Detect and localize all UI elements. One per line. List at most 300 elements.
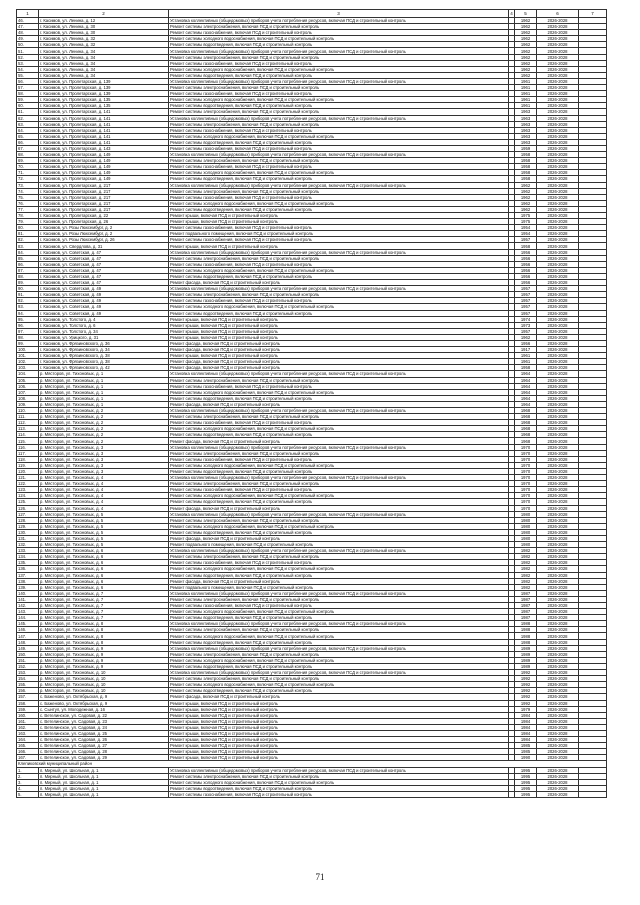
address-cell: г. Касимов, ул. Фрязиновского, д. 36	[39, 340, 169, 346]
row-number: 105.	[17, 377, 39, 383]
address-cell: с. Ветелинское, ул. Садовая, д. 29	[39, 755, 169, 761]
work-type-cell: Ремонт системы электроснабжения, включая ПСД и строительный контроль	[169, 627, 509, 633]
row-number: 136.	[17, 566, 39, 572]
row-number: 111.	[17, 414, 39, 420]
work-type-cell: Ремонт системы холодного водоснабжения, включая ПСД и строительный контроль	[169, 566, 509, 572]
address-cell: г. Касимов, ул. Советская, д. 47	[39, 261, 169, 267]
period-cell: 2026-2028	[537, 432, 579, 438]
year-cell: 1988	[515, 633, 537, 639]
period-cell: 2026-2028	[537, 267, 579, 273]
work-type-cell: Ремонт системы водоотведения, включая ПСД и строительный контроль	[169, 72, 509, 78]
year-cell: 1995	[515, 773, 537, 779]
address-cell: г. Касимов, ул. Свердлова, д. 31	[39, 243, 169, 249]
work-type-cell: Ремонт системы холодного водоснабжения, включая ПСД и строительный контроль	[169, 66, 509, 72]
period-cell: 2026-2028	[537, 176, 579, 182]
row-number: 158.	[17, 700, 39, 706]
period-cell: 2026-2028	[537, 377, 579, 383]
work-type-cell: Ремонт системы водоотведения, включая ПСД и строительный контроль	[169, 42, 509, 48]
row-number: 74.	[17, 188, 39, 194]
work-type-cell: Ремонт системы холодного водоснабжения, включая ПСД и строительный контроль	[169, 682, 509, 688]
row-number: 97.	[17, 328, 39, 334]
row-number: 137.	[17, 572, 39, 578]
period-cell: 2026-2028	[537, 730, 579, 736]
row-number: 162.	[17, 724, 39, 730]
address-cell: п. Мирный, ул. Школьная, д. 1	[39, 791, 169, 797]
year-cell: 1958	[515, 152, 537, 158]
period-cell: 2026-2028	[537, 182, 579, 188]
address-cell: г. Касимов, ул. Пролетарская, д. 139	[39, 91, 169, 97]
work-type-cell: Ремонт системы газоснабжения, включая ПСД и строительный контроль	[169, 560, 509, 566]
row-number: 81.	[17, 231, 39, 237]
address-cell: р. Мясторов, ул. Тихоновых, д. 1	[39, 395, 169, 401]
row-number: 138.	[17, 578, 39, 584]
year-cell: 1979	[515, 706, 537, 712]
row-number: 166.	[17, 749, 39, 755]
address-cell: р. Мясторов, ул. Тихоновых, д. 8	[39, 639, 169, 645]
period-cell: 2026-2028	[537, 627, 579, 633]
row-number: 50.	[17, 42, 39, 48]
year-cell: 1980	[515, 517, 537, 523]
row-number: 135.	[17, 560, 39, 566]
year-cell: 1970	[515, 468, 537, 474]
work-type-cell: Установка коллективных (общедомовых) приборов учета потребления ресурсов, включая ПСД и строительный контроль	[169, 249, 509, 255]
period-cell: 2026-2028	[537, 255, 579, 261]
period-cell: 2026-2028	[537, 468, 579, 474]
row-number: 60.	[17, 103, 39, 109]
address-cell: р. Мясторов, ул. Тихоновых, д. 7	[39, 596, 169, 602]
period-cell: 2026-2028	[537, 66, 579, 72]
address-cell: р. Мясторов, ул. Тихоновых, д. 5	[39, 535, 169, 541]
period-cell: 2026-2028	[537, 85, 579, 91]
period-cell: 2026-2028	[537, 450, 579, 456]
year-cell: 1975	[515, 213, 537, 219]
work-type-cell: Ремонт системы холодного водоснабжения, включая ПСД и строительный контроль	[169, 462, 509, 468]
work-type-cell: Ремонт системы холодного водоснабжения, включая ПСД и строительный контроль	[169, 426, 509, 432]
work-type-cell: Ремонт системы холодного водоснабжения, включая ПСД и строительный контроль	[169, 389, 509, 395]
row-number: 73.	[17, 182, 39, 188]
row-number: 101.	[17, 353, 39, 359]
row-number: 68.	[17, 152, 39, 158]
row-number: 84.	[17, 249, 39, 255]
address-cell: г. Касимов, ул. Ленина, д. 34	[39, 54, 169, 60]
address-cell: р. Мясторов, ул. Тихоновых, д. 6	[39, 584, 169, 590]
work-type-cell: Ремонт системы водоотведения, включая ПСД и строительный контроль	[169, 688, 509, 694]
address-cell: г. Касимов, ул. Толстого, д. 4	[39, 316, 169, 322]
work-type-cell: Ремонт системы газоснабжения, включая ПСД и строительный контроль	[169, 127, 509, 133]
year-cell: 1963	[515, 109, 537, 115]
address-cell: р. Мясторов, ул. Тихоновых, д. 8	[39, 621, 169, 627]
row-number: 127.	[17, 511, 39, 517]
year-cell: 1982	[515, 566, 537, 572]
year-cell: 1988	[515, 639, 537, 645]
period-cell: 2026-2028	[537, 694, 579, 700]
row-number: 70.	[17, 164, 39, 170]
address-cell: р. Мясторов, ул. Тихоновых, д. 9	[39, 651, 169, 657]
period-cell: 2026-2028	[537, 164, 579, 170]
year-cell: 1961	[515, 97, 537, 103]
work-type-cell: Ремонт системы электроснабжения, включая ПСД и строительный контроль	[169, 517, 509, 523]
row-number: 83.	[17, 243, 39, 249]
year-cell: 1992	[515, 688, 537, 694]
work-type-cell: Установка коллективных (общедомовых) приборов учета потребления ресурсов, включая ПСД и строительный контроль	[169, 475, 509, 481]
year-cell: 1995	[515, 767, 537, 773]
address-cell: р. Мясторов, ул. Тихоновых, д. 6	[39, 572, 169, 578]
year-cell: 1957	[515, 237, 537, 243]
work-type-cell: Ремонт системы газоснабжения, включая ПСД и строительный контроль	[169, 420, 509, 426]
period-cell: 2026-2028	[537, 785, 579, 791]
work-type-cell: Ремонт системы электроснабжения, включая ПСД и строительный контроль	[169, 292, 509, 298]
period-cell: 2026-2028	[537, 590, 579, 596]
address-cell: г. Касимов, ул. Пролетарская, д. 139	[39, 78, 169, 84]
address-cell: г. Касимов, ул. Пролетарская, д. 149	[39, 158, 169, 164]
work-type-cell: Ремонт системы электроснабжения, включая ПСД и строительный контроль	[169, 255, 509, 261]
work-type-cell: Ремонт системы холодного водоснабжения, включая ПСД и строительный контроль	[169, 97, 509, 103]
address-cell: г. Касимов, ул. Пролетарская, д. 141	[39, 115, 169, 121]
address-cell: г. Касимов, ул. Пролетарская, д. 217	[39, 206, 169, 212]
work-type-cell: Ремонт системы водоотведения, включая ПСД и строительный контроль	[169, 103, 509, 109]
period-cell: 2026-2028	[537, 609, 579, 615]
row-number: 119.	[17, 462, 39, 468]
work-type-cell: Ремонт фасада, включая ПСД и строительный контроль	[169, 280, 509, 286]
work-type-cell: Установка коллективных (общедомовых) приборов учета потребления ресурсов, включая ПСД и строительный контроль	[169, 115, 509, 121]
period-cell: 2026-2028	[537, 115, 579, 121]
period-cell: 2026-2028	[537, 42, 579, 48]
year-cell: 1982	[515, 578, 537, 584]
year-cell: 1990	[515, 755, 537, 761]
row-number: 63.	[17, 121, 39, 127]
year-cell: 1980	[515, 529, 537, 535]
address-cell: г. Касимов, ул. Пролетарская, д. 141	[39, 109, 169, 115]
row-number: 5.	[17, 791, 39, 797]
row-number: 62.	[17, 115, 39, 121]
work-type-cell: Ремонт системы водоотведения, включая ПСД и строительный контроль	[169, 432, 509, 438]
period-cell: 2026-2028	[537, 298, 579, 304]
period-cell: 2026-2028	[537, 365, 579, 371]
row-number: 134.	[17, 554, 39, 560]
row-number: 110.	[17, 408, 39, 414]
work-type-cell: Ремонт крыши, включая ПСД и строительный контроль	[169, 743, 509, 749]
address-cell: р. Мясторов, ул. Тихоновых, д. 2	[39, 426, 169, 432]
year-cell: 1989	[515, 651, 537, 657]
work-type-cell: Ремонт системы холодного водоснабжения, включая ПСД и строительный контроль	[169, 493, 509, 499]
period-cell: 2026-2028	[537, 718, 579, 724]
period-cell: 2026-2028	[537, 18, 579, 24]
address-cell: г. Касимов, ул. Пролетарская, д. 135	[39, 97, 169, 103]
work-type-cell: Ремонт крыши, включая ПСД и строительный контроль	[169, 749, 509, 755]
period-cell: 2026-2028	[537, 292, 579, 298]
period-cell: 2026-2028	[537, 456, 579, 462]
address-cell: г. Касимов, ул. Советская, д. 49	[39, 292, 169, 298]
period-cell: 2026-2028	[537, 749, 579, 755]
row-number: 114.	[17, 432, 39, 438]
address-cell: с. Ветелинское, ул. Садовая, д. 25	[39, 730, 169, 736]
year-cell: 1968	[515, 408, 537, 414]
period-cell: 2026-2028	[537, 91, 579, 97]
year-cell: 1989	[515, 645, 537, 651]
work-type-cell: Ремонт системы газоснабжения, включая ПСД и строительный контроль	[169, 261, 509, 267]
address-cell: г. Касимов, ул. Советская, д. 47	[39, 280, 169, 286]
address-cell: г. Касимов, ул. Советская, д. 49	[39, 310, 169, 316]
row-number: 120.	[17, 468, 39, 474]
year-cell: 1962	[515, 54, 537, 60]
row-number: 69.	[17, 158, 39, 164]
period-cell: 2026-2028	[537, 499, 579, 505]
row-number: 76.	[17, 200, 39, 206]
address-cell: г. Касимов, ул. Ленина, д. 32	[39, 42, 169, 48]
work-type-cell: Ремонт системы холодного водоснабжения, включая ПСД и строительный контроль	[169, 133, 509, 139]
period-cell: 2026-2028	[537, 72, 579, 78]
address-cell: р. Мясторов, ул. Тихоновых, д. 2	[39, 408, 169, 414]
row-number: 144.	[17, 615, 39, 621]
row-number: 126.	[17, 505, 39, 511]
year-cell: 1962	[515, 60, 537, 66]
work-type-cell: Ремонт фасада, включая ПСД и строительный контроль	[169, 578, 509, 584]
year-cell: 1968	[515, 420, 537, 426]
row-number: 61.	[17, 109, 39, 115]
address-cell: г. Касимов, ул. Ленина, д. 34	[39, 60, 169, 66]
year-cell: 1995	[515, 791, 537, 797]
year-cell: 1982	[515, 560, 537, 566]
address-cell: г. Касимов, ул. Фрязиновского, д. 34	[39, 347, 169, 353]
year-cell: 1956	[515, 273, 537, 279]
work-type-cell: Ремонт системы газоснабжения, включая ПСД и строительный контроль	[169, 164, 509, 170]
period-cell: 2026-2028	[537, 60, 579, 66]
row-number: 112.	[17, 420, 39, 426]
work-type-cell: Ремонт системы газоснабжения, включая ПСД и строительный контроль	[169, 91, 509, 97]
period-cell: 2026-2028	[537, 103, 579, 109]
period-cell: 2026-2028	[537, 523, 579, 529]
row-number: 147.	[17, 633, 39, 639]
address-cell: р. Мясторов, ул. Тихоновых, д. 9	[39, 645, 169, 651]
year-cell: 1962	[515, 194, 537, 200]
row-number: 99.	[17, 340, 39, 346]
year-cell: 1964	[515, 401, 537, 407]
row-number: 52.	[17, 54, 39, 60]
address-cell: р. Мясторов, ул. Тихоновых, д. 3	[39, 468, 169, 474]
row-number: 85.	[17, 255, 39, 261]
address-cell: г. Касимов, ул. Пролетарская, д. 141	[39, 139, 169, 145]
year-cell: 1980	[515, 511, 537, 517]
year-cell: 1987	[515, 596, 537, 602]
row-number: 89.	[17, 280, 39, 286]
period-cell: 2026-2028	[537, 322, 579, 328]
address-cell: р. Мясторов, ул. Тихоновых, д. 6	[39, 554, 169, 560]
work-type-cell: Ремонт системы холодного водоснабжения, включая ПСД и строительный контроль	[169, 267, 509, 273]
period-cell: 2026-2028	[537, 560, 579, 566]
address-cell: р. Мясторов, ул. Тихоновых, д. 2	[39, 438, 169, 444]
period-cell: 2026-2028	[537, 420, 579, 426]
year-cell: 1964	[515, 377, 537, 383]
year-cell: 1968	[515, 438, 537, 444]
row-number: 96.	[17, 322, 39, 328]
header-cell: 2	[39, 10, 169, 18]
row-number: 121.	[17, 475, 39, 481]
period-cell: 2026-2028	[537, 152, 579, 158]
row-number: 165.	[17, 743, 39, 749]
work-type-cell: Установка коллективных (общедомовых) приборов учета потребления ресурсов, включая ПСД и строительный контроль	[169, 444, 509, 450]
address-cell: р. Мясторов, ул. Тихоновых, д. 5	[39, 529, 169, 535]
year-cell: 1974	[515, 316, 537, 322]
period-cell: 2026-2028	[537, 54, 579, 60]
year-cell: 1962	[515, 42, 537, 48]
year-cell: 1964	[515, 395, 537, 401]
period-cell: 2026-2028	[537, 389, 579, 395]
address-cell: г. Касимов, ул. Пролетарская, д. 141	[39, 133, 169, 139]
period-cell: 2026-2028	[537, 621, 579, 627]
period-cell: 2026-2028	[537, 578, 579, 584]
year-cell: 1958	[515, 365, 537, 371]
row-number: 57.	[17, 85, 39, 91]
period-cell: 2026-2028	[537, 30, 579, 36]
period-cell: 2026-2028	[537, 535, 579, 541]
year-cell: 1962	[515, 24, 537, 30]
address-cell: р. Мясторов, ул. Тихоновых, д. 6	[39, 566, 169, 572]
work-type-cell: Установка коллективных (общедомовых) приборов учета потребления ресурсов, включая ПСД и строительный контроль	[169, 48, 509, 54]
year-cell: 1992	[515, 694, 537, 700]
address-cell: г. Касимов, ул. Советская, д. 49	[39, 286, 169, 292]
row-number: 88.	[17, 273, 39, 279]
row-number: 117.	[17, 450, 39, 456]
address-cell: г. Касимов, ул. Ленина, д. 34	[39, 48, 169, 54]
year-cell: 1964	[515, 371, 537, 377]
address-cell: с. Ветелинское, ул. Садовая, д. 26	[39, 737, 169, 743]
address-cell: р. Мясторов, ул. Тихоновых, д. 8	[39, 633, 169, 639]
address-cell: г. Касимов, ул. Толстого, д. 34	[39, 328, 169, 334]
address-cell: р. Мясторов, ул. Тихоновых, д. 4	[39, 475, 169, 481]
work-type-cell: Ремонт системы электроснабжения, включая ПСД и строительный контроль	[169, 554, 509, 560]
period-cell: 2026-2028	[537, 682, 579, 688]
address-cell: г. Касимов, ул. Пролетарская, д. 143	[39, 145, 169, 151]
year-cell: 1954	[515, 231, 537, 237]
year-cell: 1982	[515, 554, 537, 560]
period-cell: 2026-2028	[537, 791, 579, 797]
period-cell: 2026-2028	[537, 462, 579, 468]
work-type-cell: Ремонт крыши, включая ПСД и строительный контроль	[169, 353, 509, 359]
work-type-cell: Ремонт системы холодного водоснабжения, включая ПСД и строительный контроль	[169, 523, 509, 529]
work-type-cell: Ремонт системы холодного водоснабжения, включая ПСД и строительный контроль	[169, 170, 509, 176]
row-number: 82.	[17, 237, 39, 243]
address-cell: г. Касимов, ул. Толстого, д. 6	[39, 322, 169, 328]
period-cell: 2026-2028	[537, 249, 579, 255]
work-type-cell: Ремонт системы водоотведения, включая ПСД и строительный контроль	[169, 273, 509, 279]
address-cell: р. Мясторов, ул. Тихоновых, д. 5	[39, 523, 169, 529]
year-cell: 1970	[515, 456, 537, 462]
period-cell: 2026-2028	[537, 657, 579, 663]
row-number: 95.	[17, 316, 39, 322]
work-type-cell: Установка коллективных (общедомовых) приборов учета потребления ресурсов, включая ПСД и строительный контроль	[169, 78, 509, 84]
period-cell: 2026-2028	[537, 755, 579, 761]
period-cell: 2026-2028	[537, 353, 579, 359]
period-cell: 2026-2028	[537, 688, 579, 694]
row-number: 53.	[17, 60, 39, 66]
address-cell: г. Касимов, ул. Советская, д. 49	[39, 298, 169, 304]
year-cell: 1954	[515, 225, 537, 231]
work-type-cell: Ремонт системы электроснабжения, включая ПСД и строительный контроль	[169, 24, 509, 30]
work-type-cell: Ремонт системы электроснабжения, включая ПСД и строительный контроль	[169, 450, 509, 456]
row-number: 149.	[17, 645, 39, 651]
work-type-cell: Ремонт системы водоотведения, включая ПСД и строительный контроль	[169, 206, 509, 212]
work-type-cell: Ремонт подвального помещения, включая ПСД и строительный контроль	[169, 231, 509, 237]
work-type-cell: Ремонт системы водоотведения, включая ПСД и строительный контроль	[169, 639, 509, 645]
period-cell: 2026-2028	[537, 542, 579, 548]
work-type-cell: Установка коллективных (общедомовых) приборов учета потребления ресурсов, включая ПСД и строительный контроль	[169, 548, 509, 554]
address-cell: р. Мясторов, ул. Тихоновых, д. 5	[39, 517, 169, 523]
row-number: 146.	[17, 627, 39, 633]
year-cell: 1968	[515, 432, 537, 438]
year-cell: 1970	[515, 493, 537, 499]
row-number: 155.	[17, 682, 39, 688]
row-number: 67.	[17, 145, 39, 151]
row-number: 143.	[17, 609, 39, 615]
work-type-cell: Ремонт подвального помещения, включая ПСД и строительный контроль	[169, 542, 509, 548]
period-cell: 2026-2028	[537, 145, 579, 151]
work-type-cell: Установка коллективных (общедомовых) приборов учета потребления ресурсов, включая ПСД и строительный контроль	[169, 621, 509, 627]
period-cell: 2026-2028	[537, 615, 579, 621]
row-number: 77.	[17, 206, 39, 212]
work-type-cell: Ремонт системы газоснабжения, включая ПСД и строительный контроль	[169, 225, 509, 231]
row-number: 167.	[17, 755, 39, 761]
work-type-cell: Ремонт крыши, включая ПСД и строительный контроль	[169, 712, 509, 718]
address-cell: р. Мясторов, ул. Тихоновых, д. 4	[39, 505, 169, 511]
period-cell: 2026-2028	[537, 328, 579, 334]
address-cell: г. Касимов, ул. Розы Люксембург, д. 2	[39, 225, 169, 231]
year-cell: 1957	[515, 298, 537, 304]
period-cell: 2026-2028	[537, 475, 579, 481]
period-cell: 2026-2028	[537, 286, 579, 292]
address-cell: г. Касимов, ул. Пролетарская, д. 149	[39, 170, 169, 176]
year-cell: 1961	[515, 103, 537, 109]
period-cell: 2026-2028	[537, 170, 579, 176]
work-type-cell: Ремонт крыши, включая ПСД и строительный контроль	[169, 219, 509, 225]
address-cell: р. Мясторов, ул. Тихоновых, д. 6	[39, 560, 169, 566]
address-cell: р. Мясторов, ул. Тихоновых, д. 1	[39, 389, 169, 395]
address-cell: г. Касимов, ул. Розы Люксембург, д. 26	[39, 237, 169, 243]
year-cell: 1989	[515, 663, 537, 669]
address-cell: п. Мирный, ул. Школьная, д. 1	[39, 785, 169, 791]
period-cell: 2026-2028	[537, 280, 579, 286]
year-cell: 1970	[515, 462, 537, 468]
work-type-cell: Ремонт системы водоотведения, включая ПСД и строительный контроль	[169, 499, 509, 505]
year-cell: 1917	[515, 347, 537, 353]
year-cell: 1961	[515, 78, 537, 84]
year-cell: 1992	[515, 700, 537, 706]
year-cell: 1987	[515, 590, 537, 596]
year-cell: 1988	[515, 627, 537, 633]
empty-cell	[579, 791, 607, 797]
year-cell: 1984	[515, 712, 537, 718]
year-cell: 1963	[515, 121, 537, 127]
year-cell: 1962	[515, 66, 537, 72]
address-cell: г. Касимов, ул. Ленина, д. 32	[39, 36, 169, 42]
row-number: 133.	[17, 548, 39, 554]
year-cell: 1957	[515, 328, 537, 334]
address-cell: г. Касимов, ул. Фрязиновского, д. 42	[39, 365, 169, 371]
year-cell: 1968	[515, 426, 537, 432]
year-cell: 1970	[515, 481, 537, 487]
address-cell: р. Мясторов, ул. Тихоновых, д. 4	[39, 487, 169, 493]
work-type-cell: Ремонт системы электроснабжения, включая ПСД и строительный контроль	[169, 54, 509, 60]
year-cell: 1970	[515, 450, 537, 456]
row-number: 66.	[17, 139, 39, 145]
address-cell: р. Мясторов, ул. Тихоновых, д. 3	[39, 444, 169, 450]
period-cell: 2026-2028	[537, 493, 579, 499]
address-cell: г. Касимов, ул. Ленина, д. 30	[39, 30, 169, 36]
period-cell: 2026-2028	[537, 225, 579, 231]
period-cell: 2026-2028	[537, 517, 579, 523]
work-type-cell: Ремонт крыши, включая ПСД и строительный контроль	[169, 322, 509, 328]
work-type-cell: Ремонт системы электроснабжения, включая ПСД и строительный контроль	[169, 158, 509, 164]
year-cell: 1962	[515, 48, 537, 54]
